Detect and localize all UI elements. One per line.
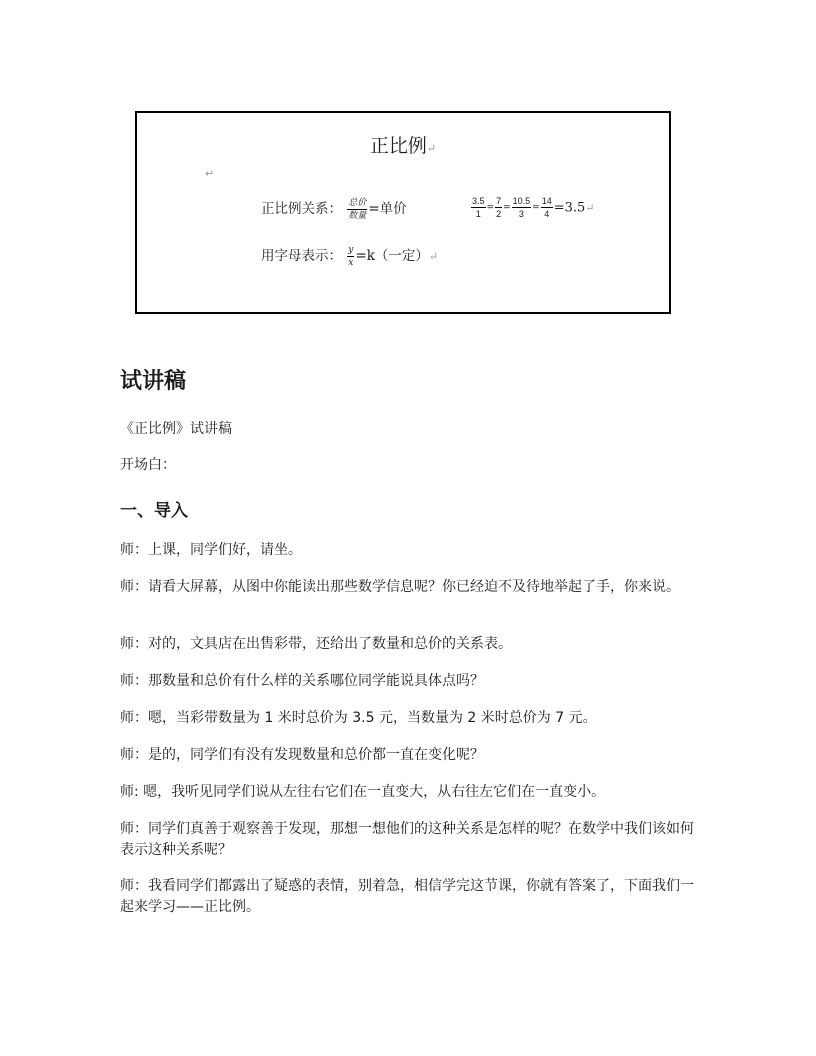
ratio-sequence: $\frac{3.5}{1}$ = $\frac{7}{2}$ = $\frac{10.5}{3}$ = $\frac{14}{4}$ =3.5↵ (472, 196, 595, 219)
proportion-relation-row (261, 197, 407, 221)
paragraph: 师：嗯，当彩带数量为 1 米时总价为 3.5 元，当数量为 2 米时总价为 7 元。 (120, 710, 597, 726)
paragraph: 师：同学们真善于观察善于发现，那想一想他们的这种关系是怎样的呢？在数学中我们该如何表示这种关系呢？ (120, 821, 694, 858)
ratio-fraction: $\frac{14}{4}$ (541, 196, 552, 219)
paragraph: 师：那数量和总价有什么样的关系哪位同学能说具体点吗？ (120, 673, 484, 689)
page-heading: 试讲稿 (120, 369, 187, 394)
relation-label: 正比例关系： (261, 201, 342, 217)
formula-label: 用字母表示： (261, 248, 342, 264)
paragraph: 师：上课，同学们好，请坐。 (120, 542, 302, 558)
paragraph-mark-icon: ↵ (426, 142, 437, 155)
y-over-x-fraction: $\frac{y}{x}$ (348, 244, 354, 268)
paragraph: 师: 嗯，我听见同学们说从左往右它们在一直变大，从右往左它们在一直变小。 (120, 784, 606, 800)
opening-label: 开场白： (120, 457, 176, 473)
paragraph: 师：我看同学们都露出了疑惑的表情，别着急，相信学完这节课，你就有答案了，下面我们一起来学习——正比例。 (120, 878, 694, 915)
paragraph: 师：请看大屏幕，从图中你能读出那些数学信息呢？你已经迫不及待地举起了手，你来说。 (120, 579, 680, 595)
total-over-quantity-fraction: $\frac{\text{总价}}{\text{数量}}$ (348, 197, 367, 221)
paragraph: 师：是的，同学们有没有发现数量和总价都一直在变化呢？ (120, 747, 484, 763)
letter-formula-row (261, 244, 438, 268)
ratio-fraction: $\frac{10.5}{3}$ (512, 196, 531, 219)
subtitle: 《正比例》试讲稿 (120, 421, 232, 437)
ratio-result: =3.5 (553, 200, 586, 216)
section-heading: 一、导入 (120, 501, 188, 521)
paragraph-mark-icon: ↵ (428, 250, 439, 263)
ratio-fraction: $\frac{7}{2}$ (496, 196, 502, 219)
paragraph: 师：对的，文具店在出售彩带，还给出了数量和总价的关系表。 (120, 636, 512, 652)
figure-title: 正比例↵ (369, 135, 437, 157)
unit-price-text: =单价 (368, 201, 407, 217)
ratio-fraction: $\frac{3.5}{1}$ (472, 196, 485, 219)
paragraph-mark-icon: ↵ (205, 167, 215, 180)
constant-k-text: =k（一定） (355, 248, 429, 264)
paragraph-mark-icon: ↵ (585, 201, 595, 215)
lesson-figure-box (135, 111, 671, 314)
